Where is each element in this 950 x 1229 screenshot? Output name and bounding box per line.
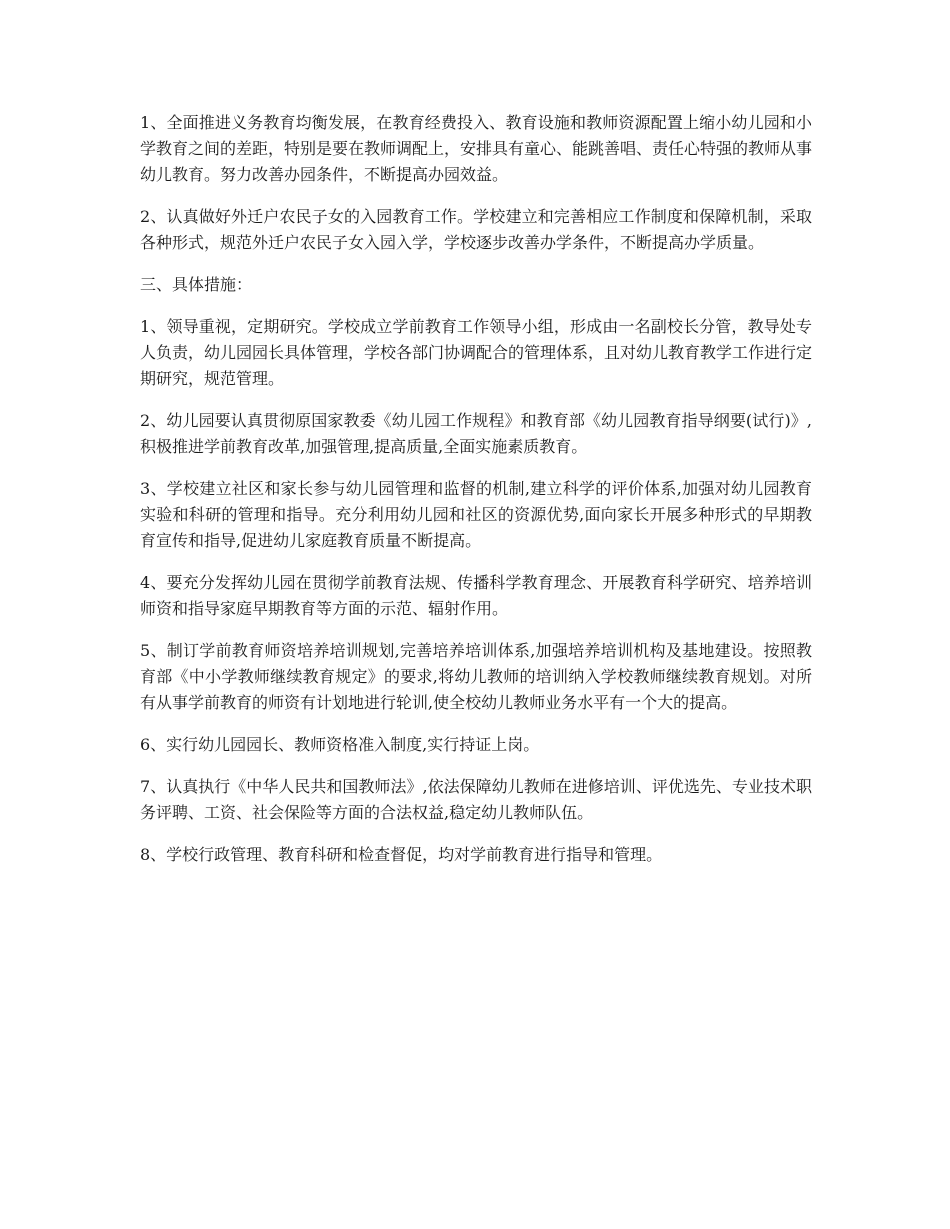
- paragraph-equal-development: 1、全面推进义务教育均衡发展，在教育经费投入、教育设施和教师资源配置上缩小幼儿园和小学教育之间的差距，特别是要在教师调配上，安排具有童心、能跳善唱、责任心特强的教师从事幼儿教育。努力改善办园条件，不断提高办园效益。: [140, 113, 813, 184]
- paragraph-teacher-law: 7、认真执行《中华人民共和国教师法》,依法保障幼儿教师在进修培训、评优选先、专业技术职务评聘、工资、社会保险等方面的合法权益,稳定幼儿教师队伍。: [140, 777, 812, 822]
- paragraph-supervision: 8、学校行政管理、教育科研和检查督促，均对学前教育进行指导和管理。: [140, 845, 663, 864]
- paragraph-teacher-training: 5、制订学前教育师资培养培训规划,完善培养培训体系,加强培养培训机构及基地建设。按照教育部《中小学教师继续教育规定》的要求,将幼儿教师的培训纳入学校教师继续教育规划。对所有从事学前教育的师资有计划地进行轮训,使全校幼儿教师业务水平有一个大的提高。: [140, 641, 812, 712]
- paragraph-regulations: 2、幼儿园要认真贯彻原国家教委《幼儿园工作规程》和教育部《幼儿园教育指导纲要(试行)》,积极推进学前教育改革,加强管理,提高质量,全面实施素质教育。: [140, 411, 812, 456]
- paragraph-certification: 6、实行幼儿园园长、教师资格准入制度,实行持证上岗。: [140, 735, 540, 754]
- document-body: [140, 110, 812, 884]
- paragraph-leadership: 1、领导重视，定期研究。学校成立学前教育工作领导小组，形成由一名副校长分管，教导处专人负责，幼儿园园长具体管理，学校各部门协调配合的管理体系，且对幼儿教育教学工作进行定期研究，规范管理。: [140, 317, 813, 388]
- paragraph-migrant-children: 2、认真做好外迁户农民子女的入园教育工作。学校建立和完善相应工作制度和保障机制，采取各种形式，规范外迁户农民子女入园入学，学校逐步改善办学条件，不断提高办学质量。: [140, 207, 812, 252]
- paragraph-community-parents: 3、学校建立社区和家长参与幼儿园管理和监督的机制,建立科学的评价体系,加强对幼儿园教育实验和科研的管理和指导。充分利用幼儿园和社区的资源优势,面向家长开展多种形式的早期教育宣传和指导,促进幼儿家庭教育质量不断提高。: [140, 479, 812, 550]
- paragraph-demonstration: 4、要充分发挥幼儿园在贯彻学前教育法规、传播科学教育理念、开展教育科学研究、培养培训师资和指导家庭早期教育等方面的示范、辐射作用。: [140, 573, 812, 618]
- section-heading-measures: 三、具体措施：: [140, 275, 253, 294]
